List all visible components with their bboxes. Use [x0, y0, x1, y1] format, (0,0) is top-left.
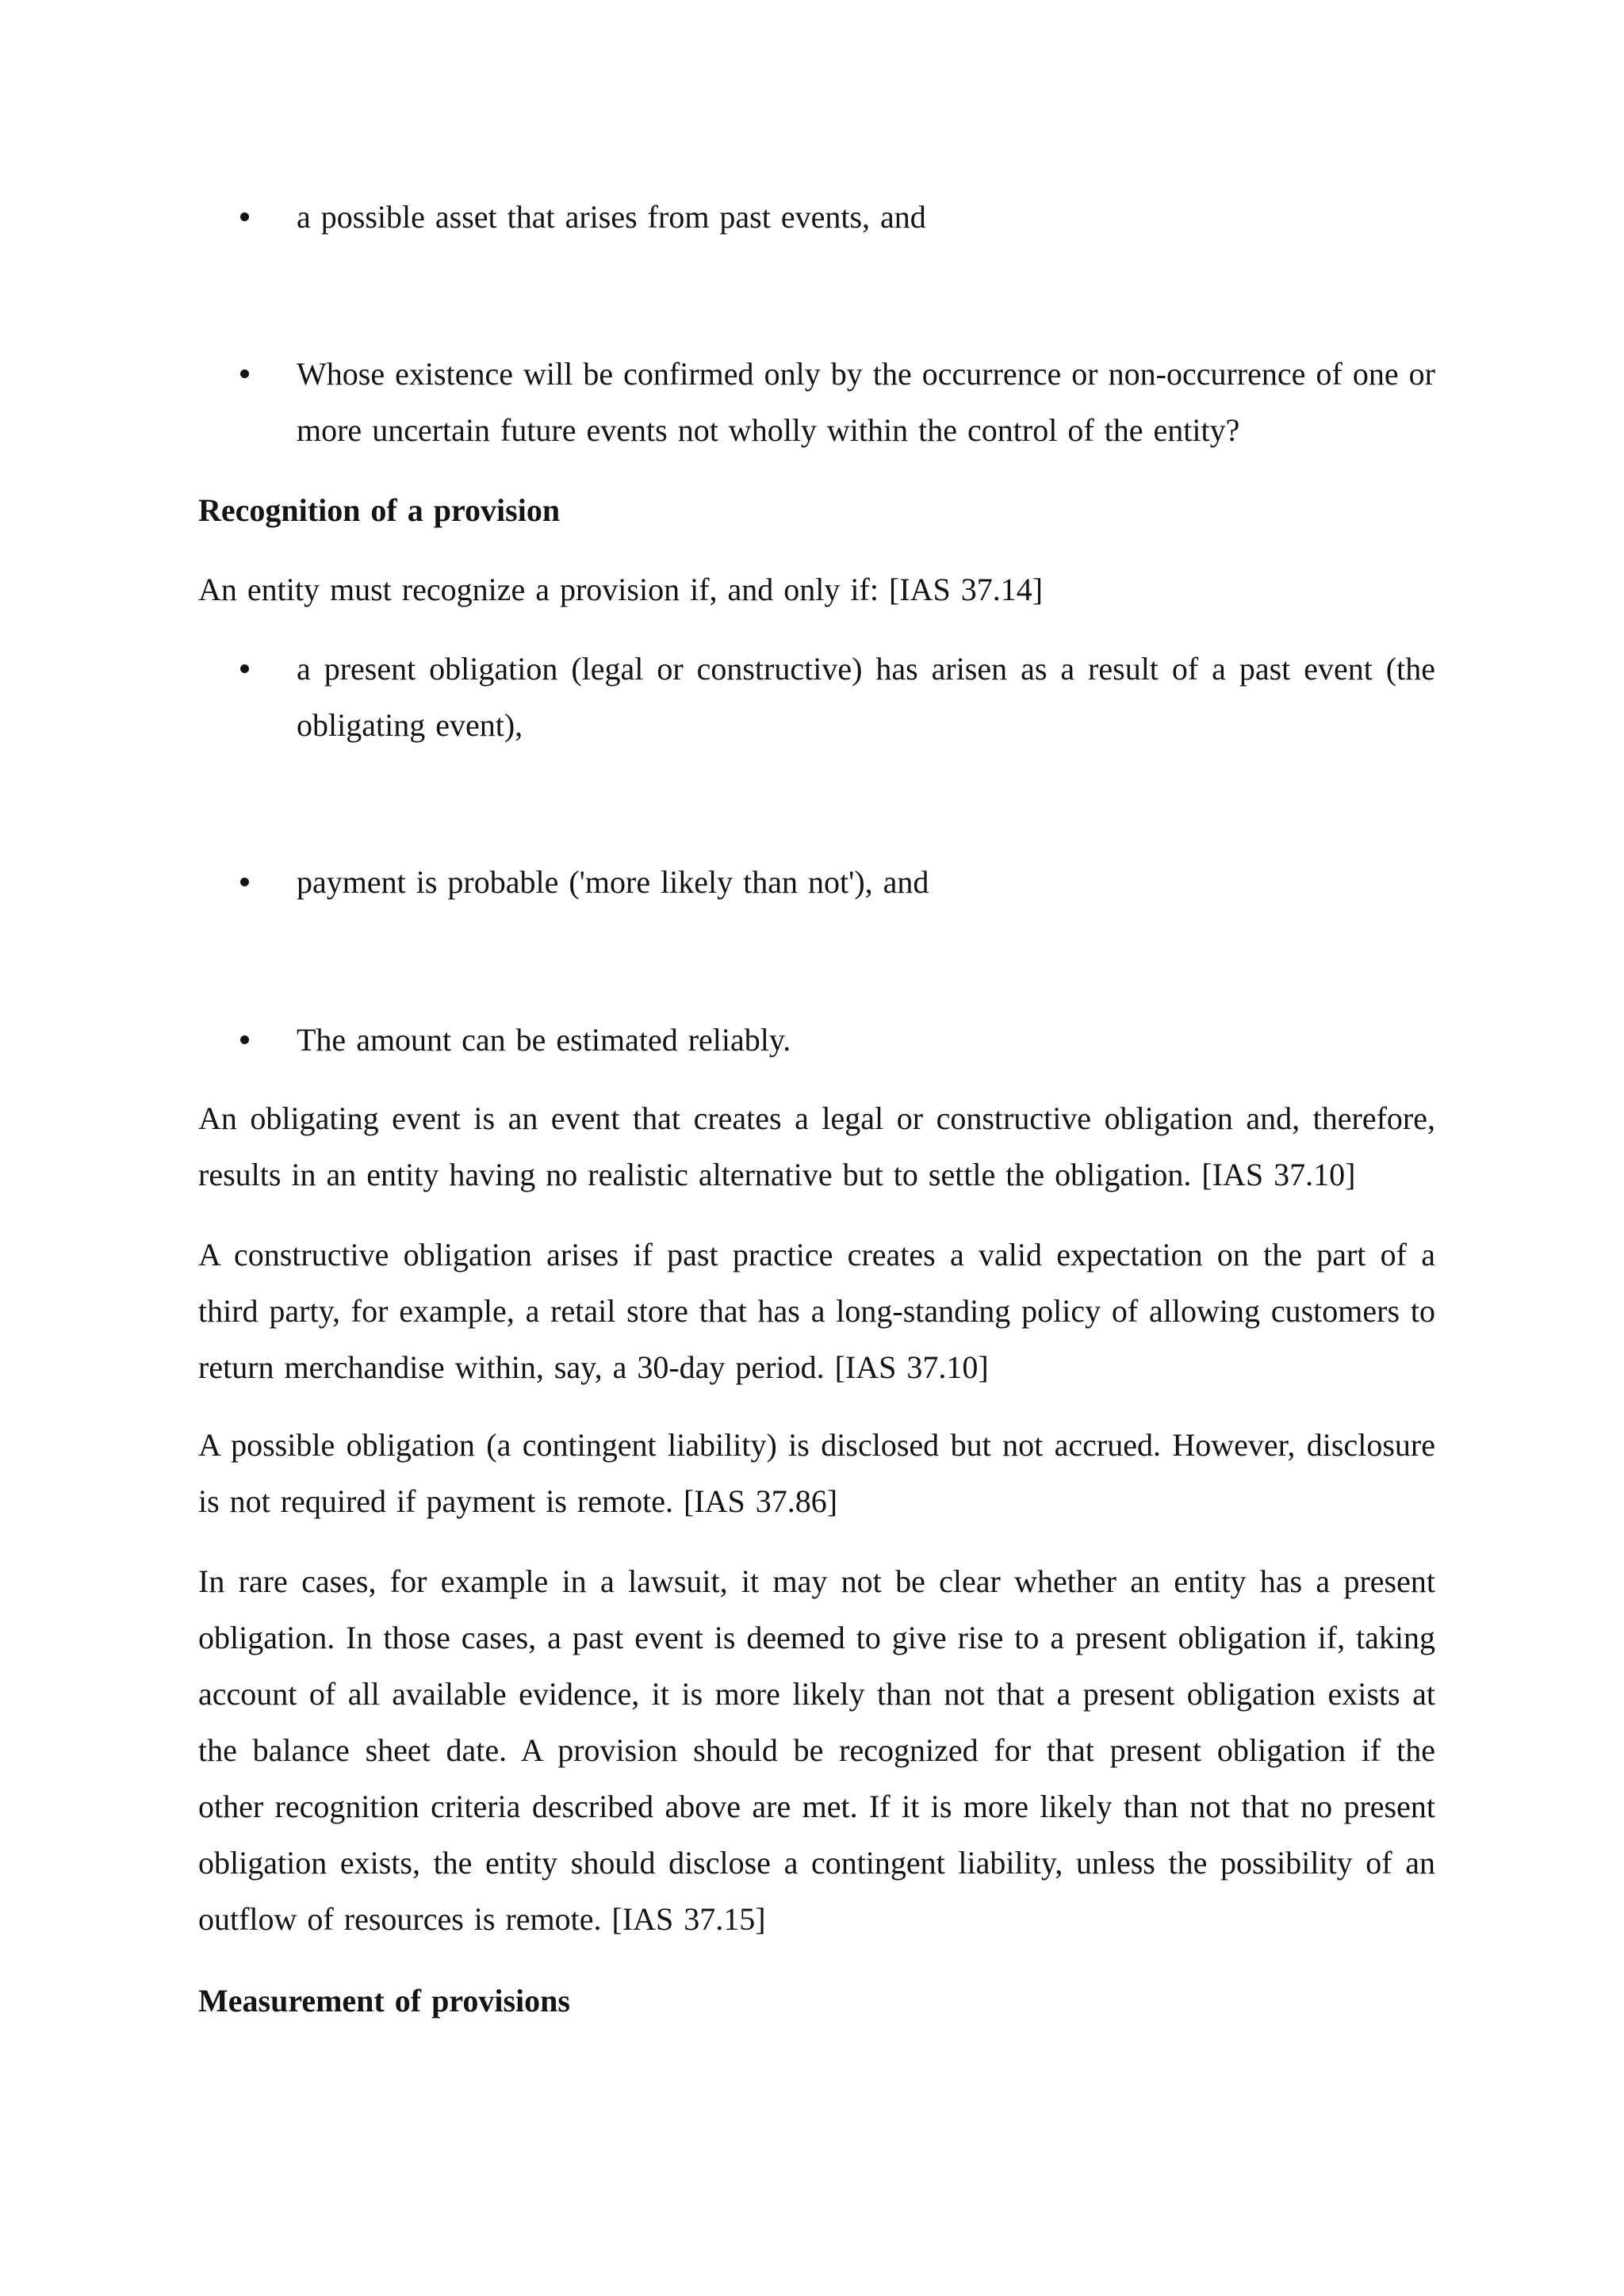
bullet-icon — [238, 641, 251, 697]
list-item-text: payment is probable ('more likely than not'), and — [297, 864, 929, 900]
paragraph: An obligating event is an event that creates a legal or constructive obligation and, therefore, results in an entity having no realistic alternative but to settle the obligation. [IAS 37.10] — [198, 1100, 1435, 1192]
bullet-icon — [238, 346, 251, 402]
bullet-icon — [238, 1012, 251, 1068]
section-heading: Recognition of a provision — [198, 492, 561, 528]
list-item-text: a possible asset that arises from past events, and — [297, 199, 926, 235]
bullet-icon — [238, 189, 251, 245]
list-item-text: a present obligation (legal or constructive) has arisen as a result of a past event (the obligating event), — [297, 651, 1435, 743]
bullet-icon — [238, 854, 251, 910]
list-item-text: Whose existence will be confirmed only by the occurrence or non-occurrence of one or more uncertain future events not wholly within the control of the entity? — [297, 356, 1435, 448]
paragraph: A constructive obligation arises if past practice creates a valid expectation on the part of a third party, for example, a retail store that has a long-standing policy of allowing customers to return merchandise within, say, a 30-day period. [IAS 37.10] — [198, 1237, 1435, 1385]
list-item-text: The amount can be estimated reliably. — [297, 1022, 791, 1058]
paragraph: In rare cases, for example in a lawsuit, it may not be clear whether an entity has a present obligation. In those cases, a past event is deemed to give rise to a present obligation if, taking account of all available evidence, it is more likely than not that a present obligation exists at the balance sheet date. A provision should be recognized for that present obligation if the other recognition criteria described above are met. If it is more likely than not that no present obligation exists, the entity should disclose a contingent liability, unless the possibility of an outflow of resources is remote. [IAS 37.15] — [198, 1563, 1435, 1937]
paragraph: A possible obligation (a contingent liability) is disclosed but not accrued. However, disclosure is not required if payment is remote. [IAS 37.86] — [198, 1427, 1435, 1519]
section-heading: Measurement of provisions — [198, 1983, 570, 2019]
paragraph: An entity must recognize a provision if, and only if: [IAS 37.14] — [198, 572, 1044, 607]
